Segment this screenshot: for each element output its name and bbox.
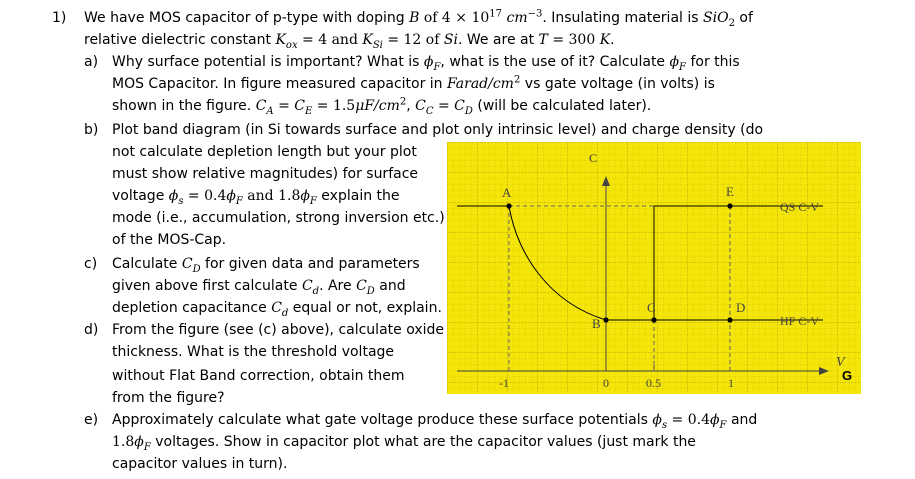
hf-cv-label: HF C-V	[780, 314, 820, 328]
point-C-marker	[651, 317, 656, 322]
part-c-line-3: depletion capacitance $C_d$ equal or not, explain.	[112, 300, 442, 319]
part-a-line-2: MOS Capacitor. In figure measured capacitor in Farad/$cm^2$ vs gate voltage (in volts) is	[112, 74, 715, 92]
point-A-marker	[506, 203, 511, 208]
part-d-line-4: from the figure?	[112, 390, 225, 406]
x-axis-sub: G	[842, 368, 853, 383]
part-d-line-1: From the figure (see (c) above), calculate oxide	[112, 322, 445, 338]
part-d-line-2: thickness. What is the threshold voltage	[112, 344, 395, 360]
part-e-line-3: capacitor values in turn).	[112, 456, 288, 472]
part-a-label: a)	[84, 54, 99, 70]
point-E-label: E	[726, 184, 734, 199]
part-a-line-1: Why surface potential is important? What is $\phi_F$, what is the use of it? Calculate $\phi_F$ for this	[112, 54, 740, 73]
point-A-label: A	[502, 185, 512, 200]
tick-label-0: 0	[603, 376, 609, 390]
y-axis-label: C	[589, 151, 598, 165]
part-c-label: c)	[84, 256, 98, 272]
point-D-marker	[727, 317, 732, 322]
cv-figure	[447, 142, 861, 394]
tick-label-1: 1	[728, 376, 734, 390]
part-b-label: b)	[84, 122, 99, 138]
part-d-label: d)	[84, 322, 99, 338]
question-number: 1)	[52, 10, 67, 26]
part-b-line-3: must show relative magnitudes) for surface	[112, 166, 419, 182]
point-B-label: B	[592, 316, 601, 331]
part-b-line-4: voltage $\phi_s = 0.4\phi_F$ and $1.8\phi_F$ explain the	[112, 188, 400, 207]
part-e-line-2: $1.8\phi_F$ voltages. Show in capacitor plot what are the capacitor values (just mark the	[112, 434, 696, 453]
point-E-marker	[727, 203, 732, 208]
tick-label-0-5: 0.5	[646, 376, 661, 390]
part-b-line-1: Plot band diagram (in Si towards surface and plot only intrinsic level) and charge density (do	[112, 122, 764, 138]
qs-cv-label: QS C-V	[780, 200, 820, 214]
part-e-line-1: Approximately calculate what gate voltage produce these surface potentials $\phi_s = 0.4\phi_F$ and	[112, 412, 758, 431]
part-b-line-2: not calculate depletion length but your plot	[112, 144, 417, 160]
point-C-label: C	[647, 300, 656, 315]
part-e-label: e)	[84, 412, 99, 428]
part-c-line-1: Calculate $C_D$ for given data and parameters	[112, 256, 420, 275]
part-d-line-3: without Flat Band correction, obtain them	[112, 368, 405, 384]
part-b-line-5: mode (i.e., accumulation, strong inversion etc.)	[112, 210, 445, 226]
part-c-line-2: given above first calculate $C_d$. Are $C_D$ and	[112, 278, 406, 297]
tick-label-minus1: -1	[499, 376, 509, 390]
part-a-line-3: shown in the figure. $C_A = C_E = 1.5\mu F/cm^2$, $C_C = C_D$ (will be calculated later).	[112, 96, 652, 117]
intro-line-1: We have MOS capacitor of p-type with doping B of $4 \times 10^{17}$ $cm^{-3}$. Insulating material is SiO$_2$ of	[84, 8, 753, 29]
intro-line-2: relative dielectric constant $K_{ox} = 4$ and $K_{Si} = 12$ of Si. We are at T = 300 K.	[84, 32, 615, 51]
part-b-line-6: of the MOS-Cap.	[112, 232, 227, 248]
x-axis-label: V	[836, 355, 845, 370]
point-D-label: D	[736, 300, 746, 315]
point-B-marker	[603, 317, 608, 322]
